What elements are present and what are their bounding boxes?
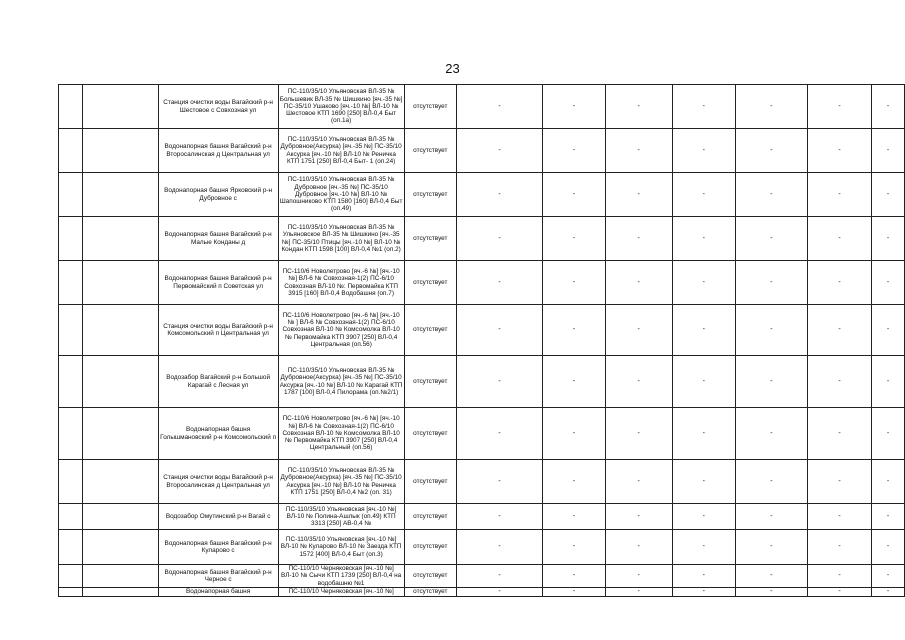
dash-cell: - xyxy=(736,356,808,408)
blank-cell xyxy=(83,129,159,173)
object-name-cell: Водозабор Омутинский р-н Вагай с xyxy=(158,504,278,530)
dash-cell: - xyxy=(543,565,605,588)
dash-cell: - xyxy=(872,530,905,565)
dash-cell: - xyxy=(872,173,905,217)
dash-cell: - xyxy=(605,460,672,504)
object-name-cell: Водонапорная башня Вагайский р-н Куларово с xyxy=(158,530,278,565)
power-source-cell: ПС-110/10 Черняковская [яч.-10 №] xyxy=(278,588,404,597)
table-row xyxy=(59,356,905,408)
dash-cell: - xyxy=(456,261,542,305)
dash-cell: - xyxy=(605,504,672,530)
table-row xyxy=(59,504,905,530)
dash-cell: - xyxy=(807,305,871,356)
blank-cell xyxy=(83,305,159,356)
dash-cell: - xyxy=(672,460,735,504)
dash-cell: - xyxy=(736,565,808,588)
dash-cell: - xyxy=(807,129,871,173)
blank-cell xyxy=(83,261,159,305)
dash-cell: - xyxy=(605,85,672,129)
blank-cell xyxy=(83,565,159,588)
dash-cell: - xyxy=(605,129,672,173)
blank-cell xyxy=(83,408,159,460)
reserve-status-cell: отсутствует xyxy=(404,305,456,356)
dash-cell: - xyxy=(456,565,542,588)
dash-cell: - xyxy=(807,530,871,565)
dash-cell: - xyxy=(543,530,605,565)
row-number-cell xyxy=(59,460,83,504)
object-name-cell: Водонапорная башня Ярковский р-н Дубровное с xyxy=(158,173,278,217)
table-row xyxy=(59,408,905,460)
dash-cell: - xyxy=(872,588,905,597)
dash-cell: - xyxy=(543,356,605,408)
blank-cell xyxy=(83,173,159,217)
dash-cell: - xyxy=(807,565,871,588)
dash-cell: - xyxy=(736,408,808,460)
dash-cell: - xyxy=(605,173,672,217)
power-source-cell: ПС-110/35/10 Ульяновская ВЛ-35 № Дубровное(Аксурка) [яч.-35 №] ПС-35/10 Аксурка [яч.-10 №] ВЛ-10 № Реничка КТП 1751 [250] ВЛ-0,4 Быт- 1 (оп.24) xyxy=(278,129,404,173)
dash-cell: - xyxy=(672,305,735,356)
dash-cell: - xyxy=(736,588,808,597)
dash-cell: - xyxy=(543,588,605,597)
power-source-cell: ПС-110/35/10 Ульяновская [яч.-10 №] ВЛ-10 № Куларово ВЛ-10 № Заезда КТП 1572 [400] ВЛ-0,4 Быт (оп.3) xyxy=(278,530,404,565)
dash-cell: - xyxy=(456,408,542,460)
dash-cell: - xyxy=(736,85,808,129)
dash-cell: - xyxy=(736,173,808,217)
power-source-cell: ПС-110/35/10 Ульяновская ВЛ-35 № Дубровное(Аксурка) [яч.-35 №] ПС-35/10 Аксурка [яч.-10 №] ВЛ-10 № Реничка КТП 1751 [250] ВЛ-0,4 №2 (оп. 31) xyxy=(278,460,404,504)
table-row xyxy=(59,460,905,504)
object-name-cell: Станция очистки воды Вагайский р-н Второсалинская д Центральная ул xyxy=(158,460,278,504)
dash-cell: - xyxy=(872,504,905,530)
dash-cell: - xyxy=(456,305,542,356)
dash-cell: - xyxy=(543,261,605,305)
blank-cell xyxy=(83,530,159,565)
table-row xyxy=(59,305,905,356)
power-source-cell: ПС-110/6 Новолетрово [яч.-6 №] [яч.-10 №] ВЛ-6 № Совхозная-1(2) ПС-6/10 Совхозная ВЛ-10 №: Первомайка КТП 3915 [160] ВЛ-0,4 Водобашня (оп.7) xyxy=(278,261,404,305)
table-row xyxy=(59,217,905,261)
row-number-cell xyxy=(59,408,83,460)
table-row xyxy=(59,261,905,305)
object-name-cell: Станция очистки воды Вагайский р-н Шестовое с Совхозная ул xyxy=(158,85,278,129)
object-name-cell: Водозабор Вагайский р-н Большой Карагай с Лесная ул xyxy=(158,356,278,408)
row-number-cell xyxy=(59,504,83,530)
dash-cell: - xyxy=(456,356,542,408)
table-row xyxy=(59,588,905,597)
dash-cell: - xyxy=(672,173,735,217)
table-row xyxy=(59,530,905,565)
dash-cell: - xyxy=(605,356,672,408)
dash-cell: - xyxy=(605,565,672,588)
dash-cell: - xyxy=(456,217,542,261)
row-number-cell xyxy=(59,261,83,305)
object-name-cell: Водонапорная башня xyxy=(158,588,278,597)
object-name-cell: Водонапорная башня Вагайский р-н Малые Конданы д xyxy=(158,217,278,261)
blank-cell xyxy=(83,217,159,261)
row-number-cell xyxy=(59,588,83,597)
reserve-status-cell: отсутствует xyxy=(404,408,456,460)
dash-cell: - xyxy=(543,305,605,356)
row-number-cell xyxy=(59,530,83,565)
object-name-cell: Водонапорная башня Вагайский р-н Черное с xyxy=(158,565,278,588)
reserve-status-cell: отсутствует xyxy=(404,588,456,597)
reserve-status-cell: отсутствует xyxy=(404,356,456,408)
page-number: 23 xyxy=(445,61,460,76)
object-name-cell: Станция очистки воды Вагайский р-н Комсомольский п Центральная ул xyxy=(158,305,278,356)
reserve-status-cell: отсутствует xyxy=(404,129,456,173)
dash-cell: - xyxy=(543,408,605,460)
dash-cell: - xyxy=(672,530,735,565)
row-number-cell xyxy=(59,85,83,129)
dash-cell: - xyxy=(456,129,542,173)
dash-cell: - xyxy=(807,85,871,129)
row-number-cell xyxy=(59,565,83,588)
power-source-cell: ПС-110/35/10 Ульяновская [яч.-10 №] ВЛ-10 № Полина-Ашлык (оп.49) КТП 3313 [250] АВ-0,4 № xyxy=(278,504,404,530)
dash-cell: - xyxy=(456,173,542,217)
blank-cell xyxy=(83,460,159,504)
dash-cell: - xyxy=(872,356,905,408)
table-row xyxy=(59,129,905,173)
object-name-cell: Водонапорная башня Голышмановский р-н Комсомольский п xyxy=(158,408,278,460)
power-source-cell: ПС-110/35/10 Ульяновская ВЛ-35 № Дубровное(Аксурка) [яч.-35 №] ПС-35/10 Аксурка [яч.-10 №] ВЛ-10 № Карагай КТП 1787 [100] ВЛ-0,4 Пилорама (оп.№2/1) xyxy=(278,356,404,408)
dash-cell: - xyxy=(807,217,871,261)
dash-cell: - xyxy=(672,588,735,597)
row-number-cell xyxy=(59,217,83,261)
table-row xyxy=(59,85,905,129)
dash-cell: - xyxy=(872,217,905,261)
dash-cell: - xyxy=(456,504,542,530)
dash-cell: - xyxy=(736,305,808,356)
data-table xyxy=(58,84,905,597)
dash-cell: - xyxy=(807,504,871,530)
reserve-status-cell: отсутствует xyxy=(404,565,456,588)
dash-cell: - xyxy=(605,217,672,261)
dash-cell: - xyxy=(872,261,905,305)
dash-cell: - xyxy=(736,460,808,504)
dash-cell: - xyxy=(543,504,605,530)
dash-cell: - xyxy=(456,530,542,565)
blank-cell xyxy=(83,356,159,408)
reserve-status-cell: отсутствует xyxy=(404,530,456,565)
object-name-cell: Водонапорная башня Вагайский р-н Второсалинская д Центральная ул xyxy=(158,129,278,173)
dash-cell: - xyxy=(672,408,735,460)
dash-cell: - xyxy=(807,588,871,597)
dash-cell: - xyxy=(672,356,735,408)
dash-cell: - xyxy=(456,588,542,597)
blank-cell xyxy=(83,85,159,129)
dash-cell: - xyxy=(872,408,905,460)
dash-cell: - xyxy=(543,129,605,173)
reserve-status-cell: отсутствует xyxy=(404,217,456,261)
reserve-status-cell: отсутствует xyxy=(404,460,456,504)
row-number-cell xyxy=(59,129,83,173)
power-source-cell: ПС-110/10 Черняковская [яч.-10 №] ВЛ-10 № Сычи КТП 1739 [250] ВЛ-0,4 на водобашню №1 xyxy=(278,565,404,588)
power-source-cell: ПС-110/6 Новолетрово [яч.-6 №] [яч.-10 №] ВЛ-6 № Совхозная-1(2) ПС-6/10 Совхозная ВЛ-10 № Комсомолка ВЛ-10 № Первомайка КТП 3907 [250] ВЛ-0,4 Центральный (оп.56) xyxy=(278,408,404,460)
dash-cell: - xyxy=(605,530,672,565)
dash-cell: - xyxy=(736,129,808,173)
dash-cell: - xyxy=(807,460,871,504)
blank-cell xyxy=(83,588,159,597)
dash-cell: - xyxy=(605,305,672,356)
dash-cell: - xyxy=(672,217,735,261)
table-row xyxy=(59,565,905,588)
dash-cell: - xyxy=(872,129,905,173)
dash-cell: - xyxy=(456,85,542,129)
dash-cell: - xyxy=(872,305,905,356)
dash-cell: - xyxy=(807,408,871,460)
power-source-cell: ПС-110/35/10 Ульяновская ВЛ-35 № Дубровное [яч.-35 №] ПС-35/10 Дубровное [яч.-10 №] ВЛ-10 № Шапошниково КТП 1580 [160] ВЛ-0,4 Быт (оп.49) xyxy=(278,173,404,217)
power-source-cell: ПС-110/35/10 Ульяновская ВЛ-35 № Большевик ВЛ-35 № Шишкино [яч.-35 №] ПС-35/10 Ушаково [яч.-10 №] ВЛ-10 № Шестовое КТП 1690 [250] ВЛ-0,4 Быт (оп.1а) xyxy=(278,85,404,129)
reserve-status-cell: отсутствует xyxy=(404,504,456,530)
dash-cell: - xyxy=(543,460,605,504)
object-name-cell: Водонапорная башня Вагайский р-н Первомайский п Советская ул xyxy=(158,261,278,305)
dash-cell: - xyxy=(872,565,905,588)
table-body xyxy=(59,85,905,597)
dash-cell: - xyxy=(807,356,871,408)
dash-cell: - xyxy=(605,261,672,305)
reserve-status-cell: отсутствует xyxy=(404,173,456,217)
dash-cell: - xyxy=(456,460,542,504)
table-row xyxy=(59,173,905,217)
dash-cell: - xyxy=(872,460,905,504)
dash-cell: - xyxy=(736,504,808,530)
dash-cell: - xyxy=(672,85,735,129)
blank-cell xyxy=(83,504,159,530)
dash-cell: - xyxy=(543,173,605,217)
reserve-status-cell: отсутствует xyxy=(404,261,456,305)
dash-cell: - xyxy=(736,530,808,565)
power-source-cell: ПС-110/35/10 Ульяновская ВЛ-35 № Ульяновское ВЛ-35 № Шишкино [яч.-35 №] ПС-35/10 Птицы [яч.-10 №] ВЛ-10 № Кондан КТП 1598 [100] ВЛ-0,4 №1 (оп.2) xyxy=(278,217,404,261)
row-number-cell xyxy=(59,356,83,408)
dash-cell: - xyxy=(672,504,735,530)
dash-cell: - xyxy=(807,261,871,305)
dash-cell: - xyxy=(672,129,735,173)
row-number-cell xyxy=(59,305,83,356)
dash-cell: - xyxy=(672,261,735,305)
power-source-cell: ПС-110/6 Новолетрово [яч.-6 №] [яч.-10 № ] ВЛ-6 № Совхозная-1(2) ПС-6/10 Совхозная ВЛ-10 № Комсомолка ВЛ-10 № Первомайка КТП 3907 [250] ВЛ-0,4 Центральная (оп.56) xyxy=(278,305,404,356)
dash-cell: - xyxy=(872,85,905,129)
dash-cell: - xyxy=(736,217,808,261)
dash-cell: - xyxy=(605,588,672,597)
dash-cell: - xyxy=(807,173,871,217)
dash-cell: - xyxy=(605,408,672,460)
dash-cell: - xyxy=(543,85,605,129)
dash-cell: - xyxy=(543,217,605,261)
reserve-status-cell: отсутствует xyxy=(404,85,456,129)
row-number-cell xyxy=(59,173,83,217)
dash-cell: - xyxy=(672,565,735,588)
dash-cell: - xyxy=(736,261,808,305)
